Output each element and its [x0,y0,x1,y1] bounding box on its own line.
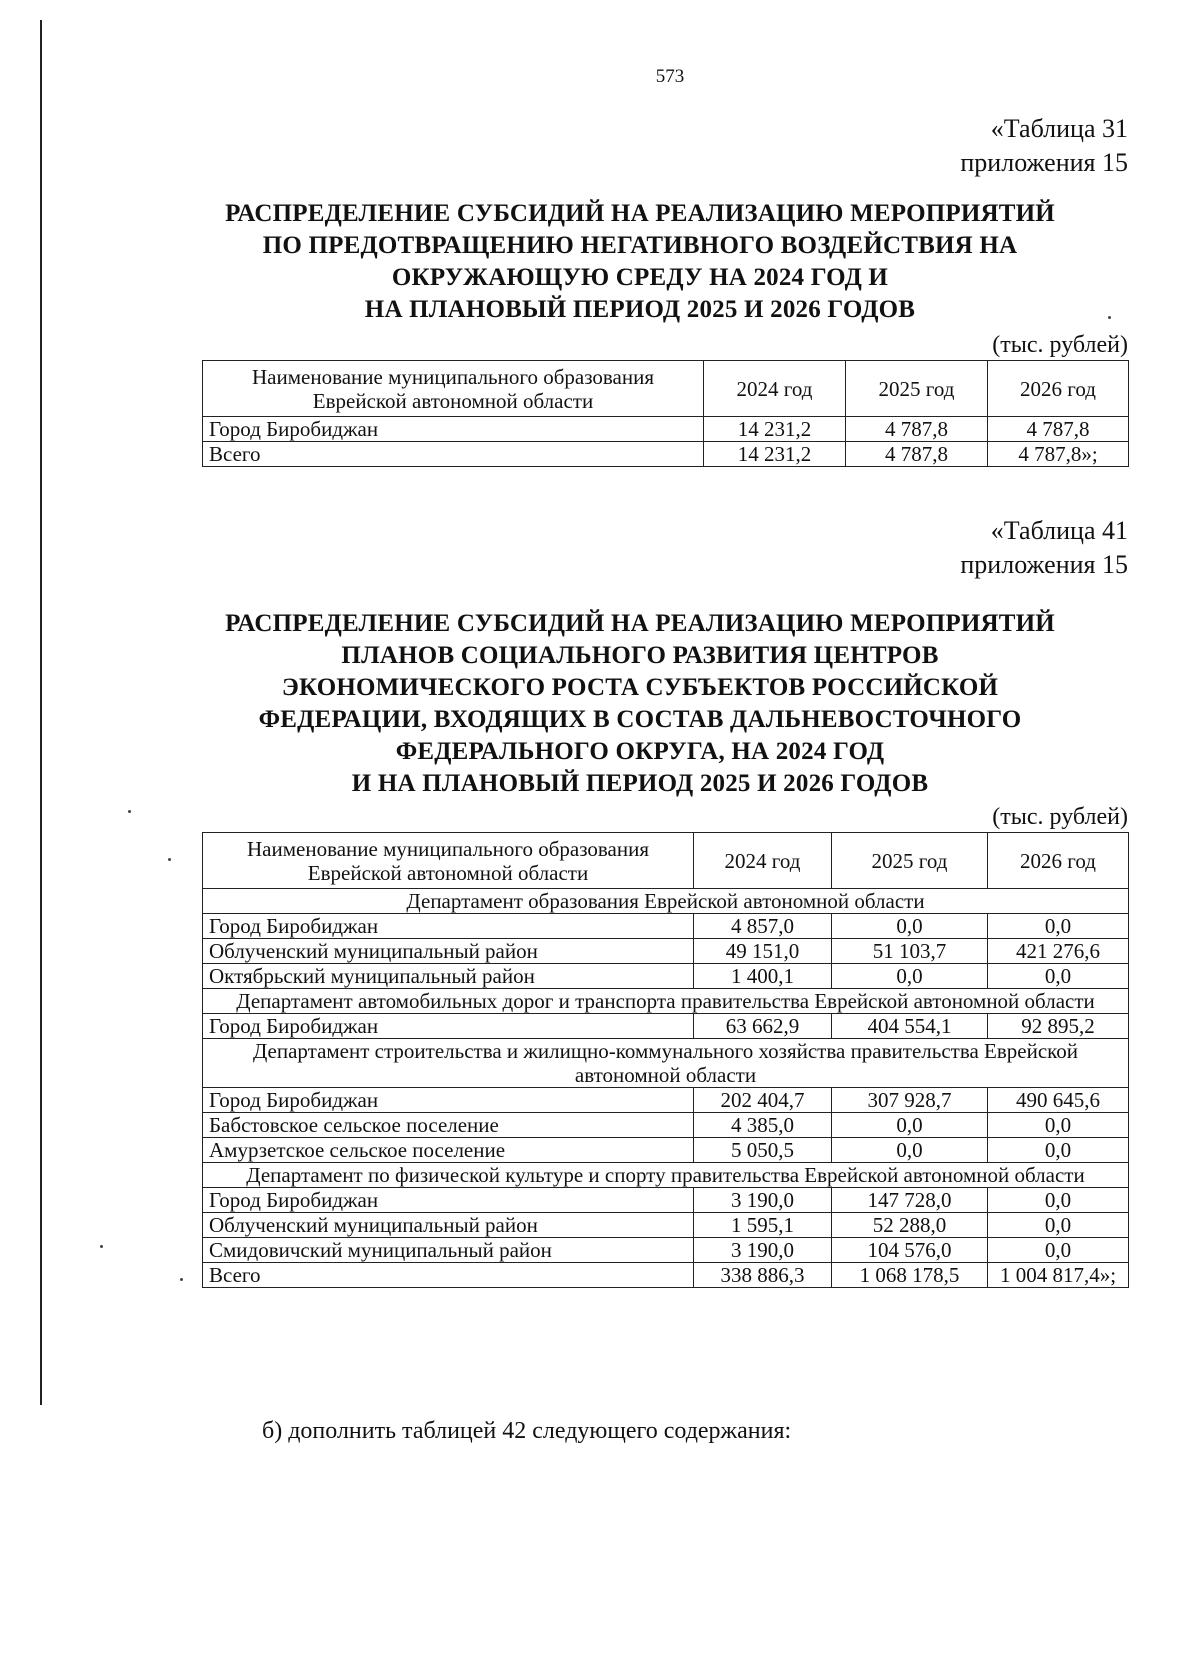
row-2026: 0,0 [988,964,1129,989]
row-2026: 0,0 [988,1238,1129,1263]
table41-ref-line1: «Таблица 41 [990,516,1128,545]
title-line: ОКРУЖАЮЩУЮ СРЕДУ НА 2024 ГОД И [391,264,889,291]
row-2024: 14 231,2 [704,442,846,467]
row-2026: 0,0 [988,914,1129,939]
row-2026: 0,0 [988,1213,1129,1238]
row-name: Всего [203,442,704,467]
header-2026: 2026 год [988,833,1129,889]
table-row [203,914,1129,939]
row-name: Город Биробиджан [203,914,694,939]
row-2025: 147 728,0 [832,1188,988,1213]
header-2024: 2024 год [694,833,832,889]
table-row [203,1014,1129,1039]
scan-speck [168,858,171,861]
row-name: Облученский муниципальный район [203,1213,694,1238]
table-row [203,1113,1129,1138]
table-header-row [203,361,1129,417]
row-name: Город Биробиджан [203,417,704,442]
row-2026: 421 276,6 [988,939,1129,964]
header-name: Наименование муниципального образования Еврейской автономной области [203,361,704,417]
scan-speck [100,1245,103,1248]
table-total-row [203,442,1129,467]
row-2025: 307 928,7 [832,1088,988,1113]
row-2026: 490 645,6 [988,1088,1129,1113]
table-row [203,1188,1129,1213]
header-2024: 2024 год [704,361,846,417]
row-2026: 92 895,2 [988,1014,1129,1039]
table31 [202,360,1129,467]
row-2024: 5 050,5 [694,1138,832,1163]
title-line: РАСПРЕДЕЛЕНИЕ СУБСИДИЙ НА РЕАЛИЗАЦИЮ МЕРОПРИЯТИЙ [225,610,1055,637]
row-2024: 1 400,1 [694,964,832,989]
row-2025: 0,0 [832,1138,988,1163]
table-row [203,939,1129,964]
header-name: Наименование муниципального образования Еврейской автономной области [203,833,694,889]
department-row [203,989,1129,1014]
row-2024: 49 151,0 [694,939,832,964]
table-row [203,417,1129,442]
row-2026: 1 004 817,4»; [988,1263,1129,1288]
row-2025: 51 103,7 [832,939,988,964]
title-line: И НА ПЛАНОВЫЙ ПЕРИОД 2025 И 2026 ГОДОВ [351,770,929,797]
title-line: ПЛАНОВ СОЦИАЛЬНОГО РАЗВИТИЯ ЦЕНТРОВ [341,642,939,669]
table31-title [160,198,1120,326]
table-row [203,1238,1129,1263]
row-2024: 4 385,0 [694,1113,832,1138]
table41-title [160,608,1120,800]
row-name: Облученский муниципальный район [203,939,694,964]
department-name: Департамент строительства и жилищно-коммунального хозяйства правительства Еврейской автономной области [203,1039,1129,1088]
title-line: ЭКОНОМИЧЕСКОГО РОСТА СУБЪЕКТОВ РОССИЙСКОЙ [281,674,999,701]
row-2024: 1 595,1 [694,1213,832,1238]
page-number: 573 [655,66,685,87]
title-line: ПО ПРЕДОТВРАЩЕНИЮ НЕГАТИВНОГО ВОЗДЕЙСТВИЯ НА [262,232,1018,259]
row-2025: 1 068 178,5 [832,1263,988,1288]
department-name: Департамент автомобильных дорог и транспорта правительства Еврейской автономной области [203,989,1129,1014]
row-2026: 4 787,8»; [988,442,1129,467]
table31-reference [960,112,1128,180]
row-2026: 4 787,8 [988,417,1129,442]
row-2024: 63 662,9 [694,1014,832,1039]
row-name: Бабстовское сельское поселение [203,1113,694,1138]
table-row [203,1213,1129,1238]
row-name: Город Биробиджан [203,1188,694,1213]
row-2025: 4 787,8 [846,417,988,442]
row-2025: 404 554,1 [832,1014,988,1039]
table31-ref-line2: приложения 15 [960,148,1128,177]
row-2025: 0,0 [832,964,988,989]
department-row [203,1163,1129,1188]
row-2024: 4 857,0 [694,914,832,939]
row-name: Амурзетское сельское поселение [203,1138,694,1163]
title-line: РАСПРЕДЕЛЕНИЕ СУБСИДИЙ НА РЕАЛИЗАЦИЮ МЕРОПРИЯТИЙ [225,200,1055,227]
table41-reference [960,514,1128,582]
row-2026: 0,0 [988,1138,1129,1163]
scan-speck [180,1278,183,1281]
row-2026: 0,0 [988,1113,1129,1138]
table-row [203,1088,1129,1113]
table41-unit: (тыс. рублей) [992,804,1128,830]
row-2024: 202 404,7 [694,1088,832,1113]
table-row [203,1138,1129,1163]
row-2024: 3 190,0 [694,1188,832,1213]
header-2025: 2025 год [832,833,988,889]
table31-unit: (тыс. рублей) [992,332,1128,358]
department-name: Департамент образования Еврейской автономной области [203,889,1129,914]
row-2025: 0,0 [832,914,988,939]
department-row [203,889,1129,914]
scan-speck [128,810,131,813]
row-2025: 0,0 [832,1113,988,1138]
table-total-row [203,1263,1129,1288]
title-line: НА ПЛАНОВЫЙ ПЕРИОД 2025 И 2026 ГОДОВ [364,296,916,323]
row-2024: 3 190,0 [694,1238,832,1263]
table-row [203,964,1129,989]
row-name: Город Биробиджан [203,1088,694,1113]
row-2025: 52 288,0 [832,1213,988,1238]
table-header-row [203,833,1129,889]
row-name: Всего [203,1263,694,1288]
header-2025: 2025 год [846,361,988,417]
row-name: Октябрьский муниципальный район [203,964,694,989]
row-2025: 4 787,8 [846,442,988,467]
department-name: Департамент по физической культуре и спорту правительства Еврейской автономной области [203,1163,1129,1188]
left-margin-line [40,20,42,1405]
row-name: Город Биробиджан [203,1014,694,1039]
row-2026: 0,0 [988,1188,1129,1213]
department-row [203,1039,1129,1088]
title-line: ФЕДЕРАЦИИ, ВХОДЯЩИХ В СОСТАВ ДАЛЬНЕВОСТОЧНОГО [258,706,1022,733]
header-2026: 2026 год [988,361,1129,417]
table31-ref-line1: «Таблица 31 [990,114,1128,143]
table41 [202,832,1129,1288]
footer-paragraph: б) дополнить таблицей 42 следующего содержания: [262,1418,792,1444]
row-2024: 338 886,3 [694,1263,832,1288]
row-2024: 14 231,2 [704,417,846,442]
table41-ref-line2: приложения 15 [960,550,1128,579]
row-name: Смидовичский муниципальный район [203,1238,694,1263]
title-line: ФЕДЕРАЛЬНОГО ОКРУГА, НА 2024 ГОД [395,738,885,765]
row-2025: 104 576,0 [832,1238,988,1263]
